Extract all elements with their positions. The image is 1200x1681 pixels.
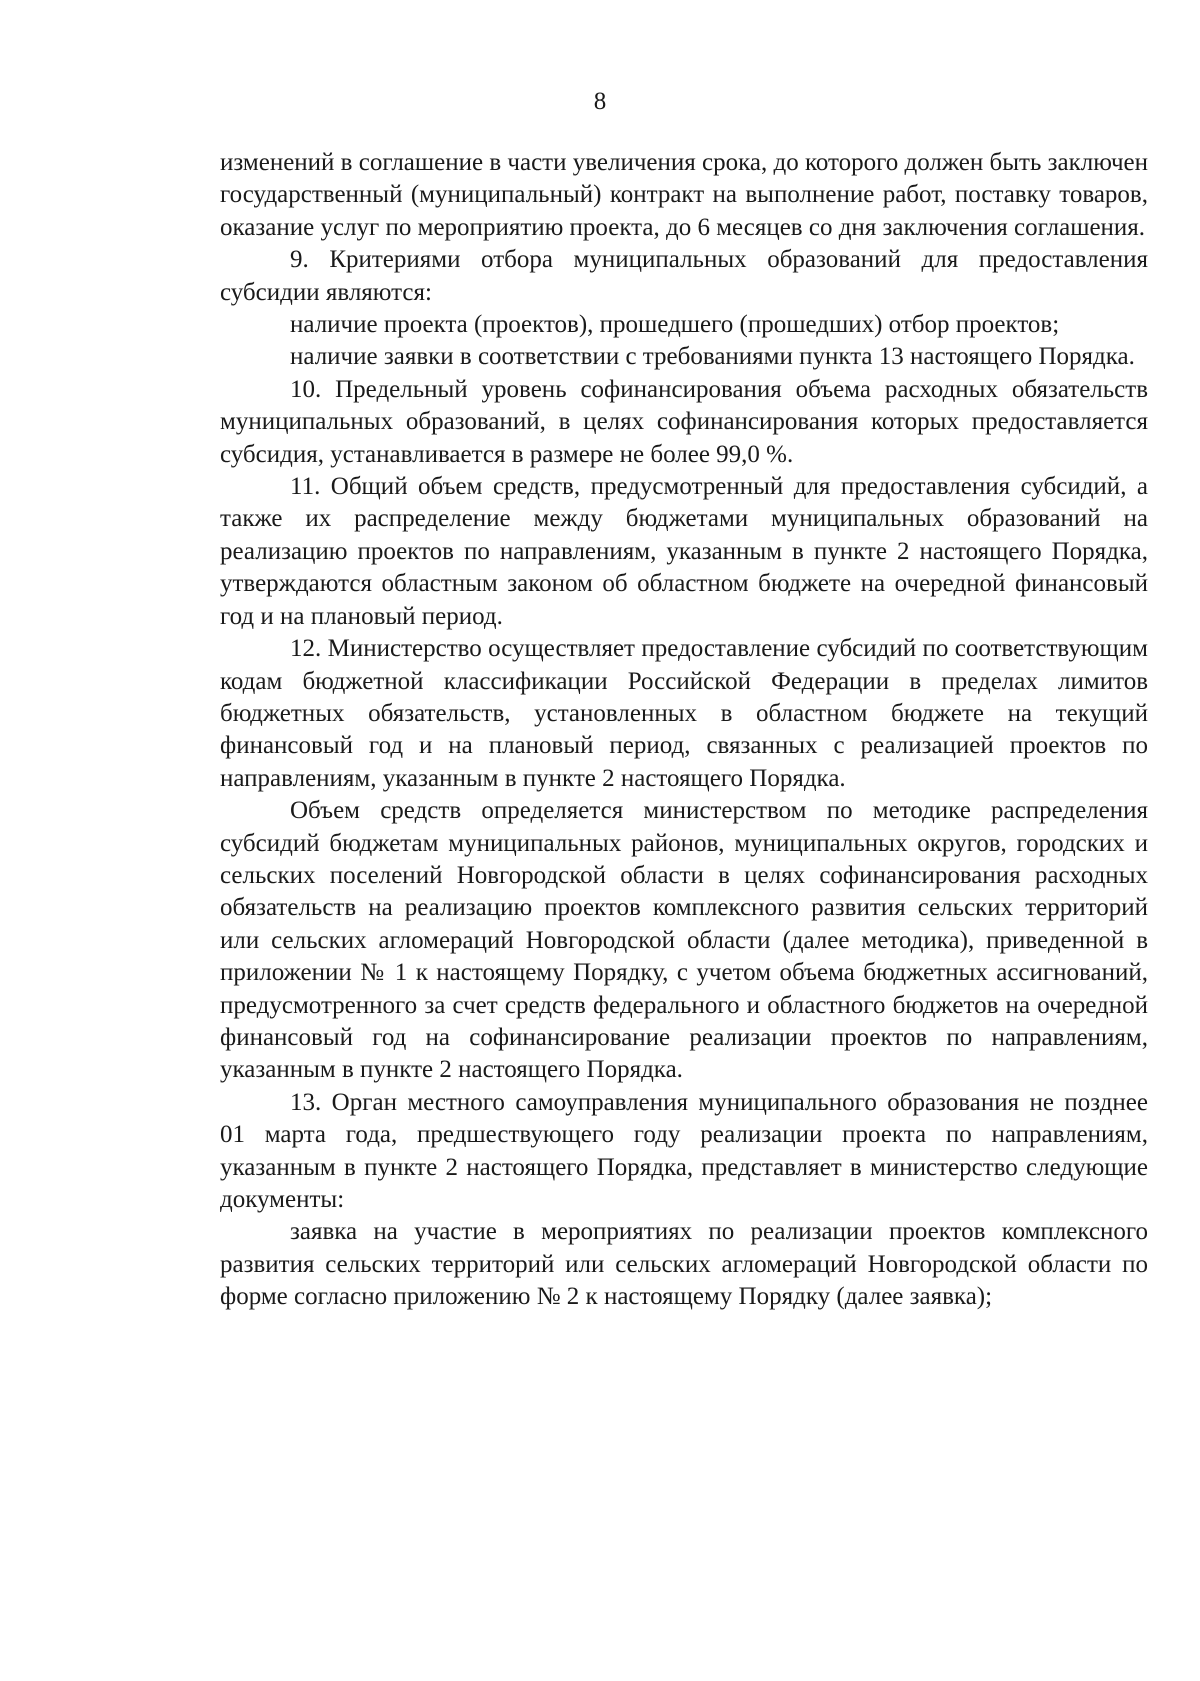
paragraph-item-11: 11. Общий объем средств, предусмотренный для предоставления субсидий, а также их распределение между бюджетами муниципальных образований на реализацию проектов по направлениям, указанным в пункте 2 настоящего Порядка, утверждаются областным законом об областном бюджете на очередной финансовый год и на плановый период. (220, 473, 1148, 630)
paragraph-item-10: 10. Предельный уровень софинансирования объема расходных обязательств муниципальных образований, в целях софинансирования которых предоставляется субсидия, устанавливается в размере не более 99,0 %. (220, 375, 1148, 468)
paragraph-item-9: 9. Критериями отбора муниципальных образований для предоставления субсидии являются: (220, 246, 1148, 306)
paragraph-funding-volume: Объем средств определяется министерством по методике распределения субсидий бюджетам муниципальных районов, муниципальных округов, городских и сельских поселений Новгородской области в целях софинансирования расходных обязательств на реализацию проектов комплексного развития сельских территорий или сельских агломераций Новгородской области (далее методика), приведенной в приложении № 1 к настоящему Порядку, с учетом объема бюджетных ассигнований, предусмотренного за счет средств федерального и областного бюджетов на очередной финансовый год на софинансирование реализации проектов по направлениям, указанным в пункте 2 настоящего Порядка. (220, 797, 1148, 1084)
paragraph-item-13: 13. Орган местного самоуправления муниципального образования не позднее 01 марта года, предшествующего году реализации проекта по направлениям, указанным в пункте 2 настоящего Порядка, представляет в министерство следующие документы: (220, 1088, 1148, 1213)
paragraph-criterion-application: наличие заявки в соответствии с требованиями пункта 13 настоящего Порядка. (290, 343, 1135, 371)
paragraph-item-12: 12. Министерство осуществляет предоставление субсидий по соответствующим кодам бюджетной классификации Российской Федерации в пределах лимитов бюджетных обязательств, установленных в областном бюджете на текущий финансовый год и на плановый период, связанных с реализацией проектов по направлениям, указанным в пункте 2 настоящего Порядка. (220, 635, 1148, 792)
paragraph-continuation: изменений в соглашение в части увеличения срока, до которого должен быть заключен государственный (муниципальный) контракт на выполнение работ, поставку товаров, оказание услуг по мероприятию проекта, до 6 месяцев со дня заключения соглашения. (220, 149, 1148, 241)
document-body (220, 147, 1148, 1314)
paragraph-criterion-project: наличие проекта (проектов), прошедшего (прошедших) отбор проектов; (290, 311, 1060, 339)
paragraph-application-document: заявка на участие в мероприятиях по реализации проектов комплексного развития сельских территорий или сельских агломераций Новгородской области по форме согласно приложению № 2 к настоящему Порядку (далее заявка); (220, 1218, 1148, 1311)
page-number: 8 (593, 88, 607, 115)
